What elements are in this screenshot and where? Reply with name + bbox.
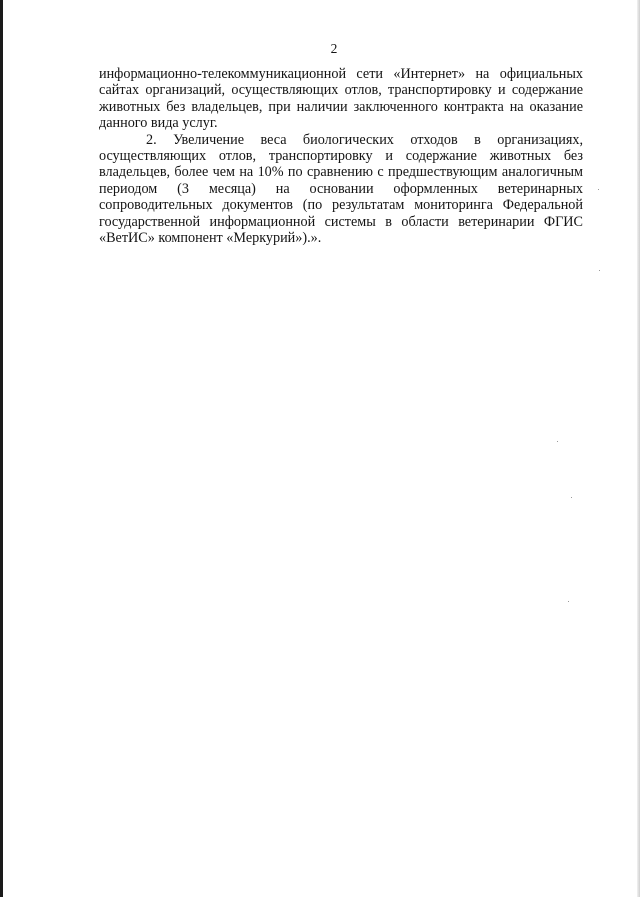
scan-speck [598, 189, 599, 190]
page-number: 2 [330, 41, 338, 56]
scan-speck [571, 497, 572, 498]
paragraph-item-2: 2. Увеличение веса биологических отходов в организациях, осуществляющих отлов, транспортировку и содержание животных без владельцев, более чем на 10% по сравнению с предшествующим аналогичным периодом (3 месяца) на основании оформленных ветеринарных сопроводительных документов (по результатам мониторинга Федеральной государственной информационной системы в области ветеринарии ФГИС «ВетИС» компонент «Меркурий»).». [99, 131, 583, 247]
document-body [99, 66, 583, 246]
paragraph-continuation: информационно-телекоммуникационной сети «Интернет» на официальных сайтах организаций, осуществляющих отлов, транспортировку и содержание животных без владельцев, при наличии заключенного контракта на оказание данного вида услуг. [99, 66, 583, 132]
scan-edge-left [0, 0, 3, 897]
scan-speck [557, 441, 558, 442]
scan-speck [599, 270, 600, 271]
scan-speck [568, 601, 569, 602]
